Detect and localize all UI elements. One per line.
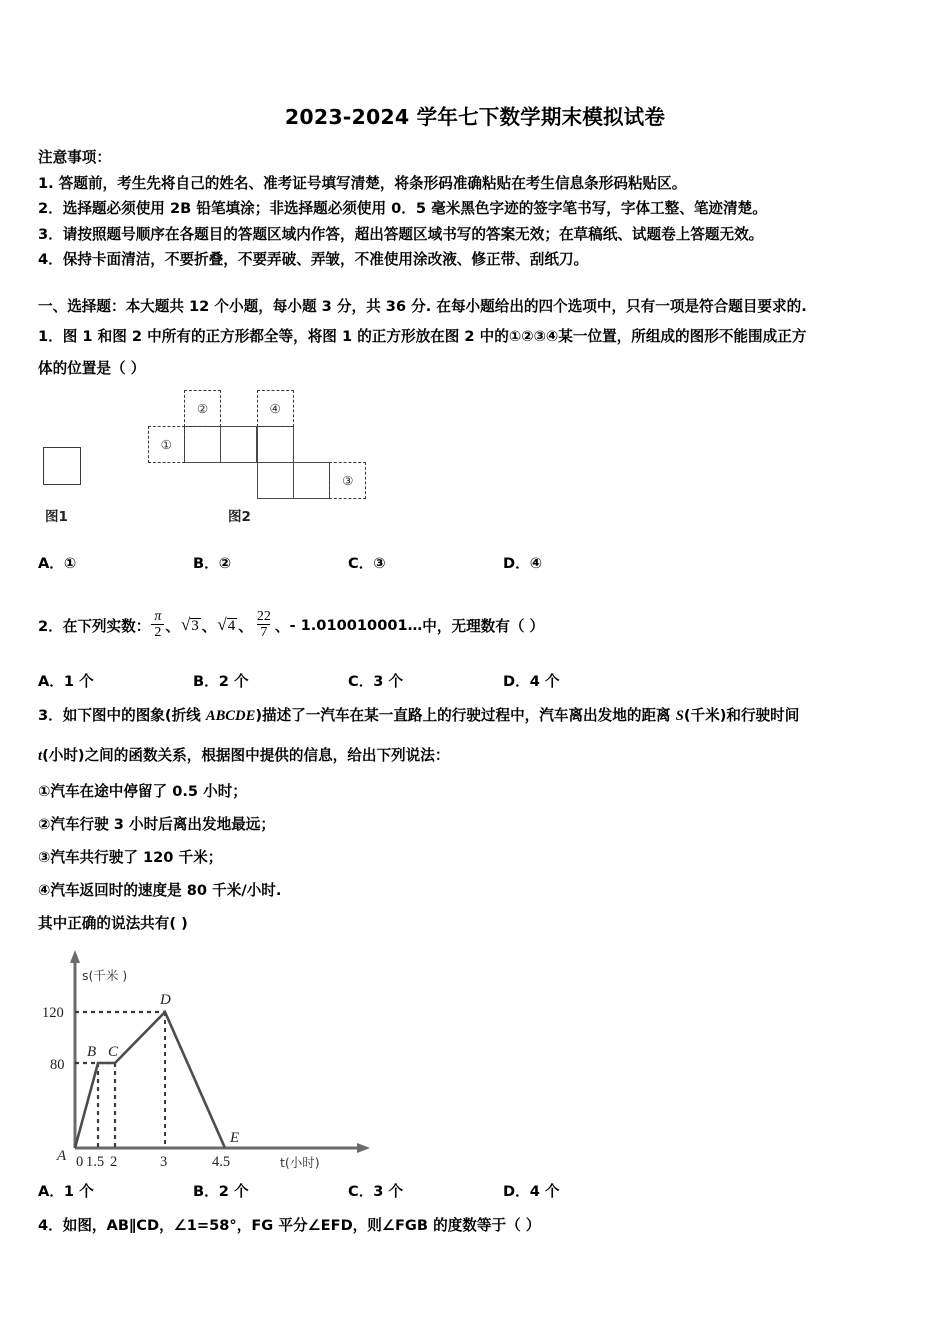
- question-3-closing: 其中正确的说法共有( ): [38, 915, 188, 932]
- q2-frac1-denominator: 2: [151, 624, 164, 640]
- q3-variable-s: S: [675, 708, 684, 724]
- net-cell-top-2: [220, 426, 257, 463]
- x-tick-2: 2: [110, 1154, 118, 1170]
- q2-option-d[interactable]: D．4 个: [503, 673, 560, 690]
- net-slot-4-label: ④: [269, 400, 281, 416]
- point-label-C: C: [108, 1044, 119, 1060]
- net-cell-top-1: [184, 426, 221, 463]
- q2-option-a[interactable]: A．1 个: [38, 673, 94, 690]
- net-cell-bottom-1: [257, 462, 294, 499]
- q2-separator-3: 、: [238, 618, 253, 636]
- question-2-options: [38, 670, 658, 691]
- question-1-line-1: 1．图 1 和图 2 中所有的正方形都全等，将图 1 的正方形放在图 2 中的①②③④某一位置，所组成的图形不能围成正方: [38, 328, 807, 345]
- net-slot-1-label: ①: [160, 437, 172, 452]
- page-title: 2023-2024 学年七下数学期末模拟试卷: [284, 105, 666, 129]
- q3-variable-t: t: [38, 748, 43, 764]
- q2-option-c[interactable]: C．3 个: [348, 673, 404, 690]
- q3-line1-a: 3．如下图中的图象(折线: [38, 707, 206, 724]
- question-3-line-1: [38, 705, 799, 727]
- y-tick-80: 80: [50, 1057, 65, 1073]
- section-heading: 一、选择题：本大题共 12 个小题，每小题 3 分，共 36 分. 在每小题给出的四个选项中，只有一项是符合题目要求的.: [38, 298, 807, 315]
- q2-fraction-pi-over-2: [151, 609, 164, 640]
- net-slot-2-label: ②: [196, 400, 209, 416]
- question-4-text: 4．如图，AB∥CD，∠1=58°，FG 平分∠EFD，则∠FGB 的度数等于（ ）: [38, 1217, 541, 1234]
- net-slot-1[interactable]: [148, 426, 185, 463]
- q2-frac1-numerator: π: [154, 609, 162, 624]
- figure1-square: [43, 447, 81, 485]
- net-cell-bottom-2: [293, 462, 330, 499]
- notes-heading: 注意事项：: [38, 149, 111, 166]
- radical-sign-icon: √: [180, 615, 191, 635]
- radical-sign-icon: √: [217, 615, 227, 635]
- q2-fraction-22-over-7: [254, 609, 274, 640]
- question-3-options: [38, 1180, 658, 1201]
- question-3-chart: [30, 944, 390, 1174]
- q2-sqrt4-radicand: 4: [227, 617, 236, 634]
- question-3-statement-2: ②汽车行驶 3 小时后离出发地最远；: [38, 816, 275, 833]
- question-1-line-2: 体的位置是（ ）: [38, 360, 146, 377]
- q3-polyline-label: ABCDE: [205, 708, 256, 724]
- question-1-options: [38, 552, 658, 573]
- note-item-3: 3．请按照题号顺序在各题目的答题区域内作答，超出答题区域书写的答案无效；在草稿纸、试题卷上答题无效。: [38, 225, 764, 243]
- q3-option-c[interactable]: C．3 个: [348, 1183, 404, 1200]
- note-item-2: 2．选择题必须使用 2B 铅笔填涂；非选择题必须使用 0．5 毫米黑色字迹的签字笔书写，字体工整、笔迹清楚。: [38, 200, 767, 217]
- net-slot-3[interactable]: [329, 462, 366, 499]
- notes-block: [38, 145, 918, 273]
- q2-separator-1: 、: [165, 618, 180, 636]
- question-3-statement-4: ④汽车返回时的速度是 80 千米/小时.: [38, 882, 282, 899]
- q2-prefix: 2．在下列实数：: [38, 618, 151, 636]
- q2-suffix: 中，无理数有（ ）: [422, 618, 545, 636]
- point-label-B: B: [87, 1044, 97, 1060]
- y-axis-arrow-icon: [70, 950, 80, 963]
- note-item-4: 4．保持卡面清洁，不要折叠，不要弄破、弄皱，不准使用涂改液、修正带、刮纸刀。: [38, 251, 589, 268]
- distance-time-graph: [30, 944, 390, 1174]
- figure1-caption: 图1: [45, 509, 68, 525]
- q2-separator-2: 、: [201, 618, 217, 636]
- point-label-E: E: [230, 1130, 240, 1146]
- net-slot-3-label: ③: [342, 473, 354, 489]
- q1-option-b[interactable]: B．②: [193, 555, 232, 572]
- q3-line2-rest: (小时)之间的函数关系，根据图中提供的信息，给出下列说法：: [42, 747, 450, 764]
- q3-option-b[interactable]: B．2 个: [193, 1183, 249, 1200]
- q3-option-d[interactable]: D．4 个: [503, 1183, 560, 1200]
- net-slot-2[interactable]: [184, 390, 221, 427]
- question-3-statement-3: ③汽车共行驶了 120 千米；: [38, 849, 223, 866]
- q3-line1-b: )描述了一汽车在某一直路上的行驶过程中，汽车离出发地的距离: [255, 707, 676, 724]
- net-cell-top-3: [257, 426, 294, 463]
- q3-option-a[interactable]: A．1 个: [38, 1183, 94, 1200]
- q2-term-decimal: ‑ 1.010010001…: [289, 617, 423, 635]
- q2-separator-4: 、: [274, 618, 290, 636]
- note-item-1: 1. 答题前，考生先将自己的姓名、准考证号填写清楚，将条形码准确粘贴在考生信息条形码粘贴区。: [38, 174, 687, 192]
- x-tick-3: 3: [160, 1154, 168, 1170]
- x-tick-1-5: 1.5: [86, 1154, 105, 1170]
- x-axis-label: t(小时): [280, 1155, 320, 1170]
- q2-frac2-numerator: 22: [256, 609, 271, 624]
- q2-sqrt-3: [181, 616, 201, 634]
- y-axis-label: s(千米 ): [82, 968, 128, 983]
- q2-frac2-denominator: 7: [257, 624, 270, 640]
- q1-option-c[interactable]: C．③: [348, 555, 386, 572]
- x-tick-4-5: 4.5: [212, 1154, 231, 1170]
- net-slot-4[interactable]: [257, 390, 294, 427]
- origin-label: 0: [76, 1154, 84, 1170]
- point-label-D: D: [160, 992, 171, 1008]
- q2-sqrt-4: [217, 616, 237, 634]
- q2-sqrt3-radicand: 3: [191, 617, 199, 634]
- x-axis-arrow-icon: [357, 1143, 370, 1153]
- figure2-caption: 图2: [228, 509, 251, 525]
- question-1-figure: [0, 386, 950, 536]
- question-3-statement-1: ①汽车在途中停留了 0.5 小时；: [38, 783, 247, 800]
- point-label-A: A: [57, 1148, 67, 1164]
- y-tick-120: 120: [42, 1005, 64, 1021]
- question-3-line-2: [38, 745, 449, 767]
- question-2-text: [38, 610, 544, 641]
- q1-option-d[interactable]: D．④: [503, 555, 543, 572]
- q1-option-a[interactable]: A．①: [38, 555, 77, 572]
- q2-option-b[interactable]: B．2 个: [193, 673, 249, 690]
- q3-line1-c: (千米)和行驶时间: [683, 707, 800, 724]
